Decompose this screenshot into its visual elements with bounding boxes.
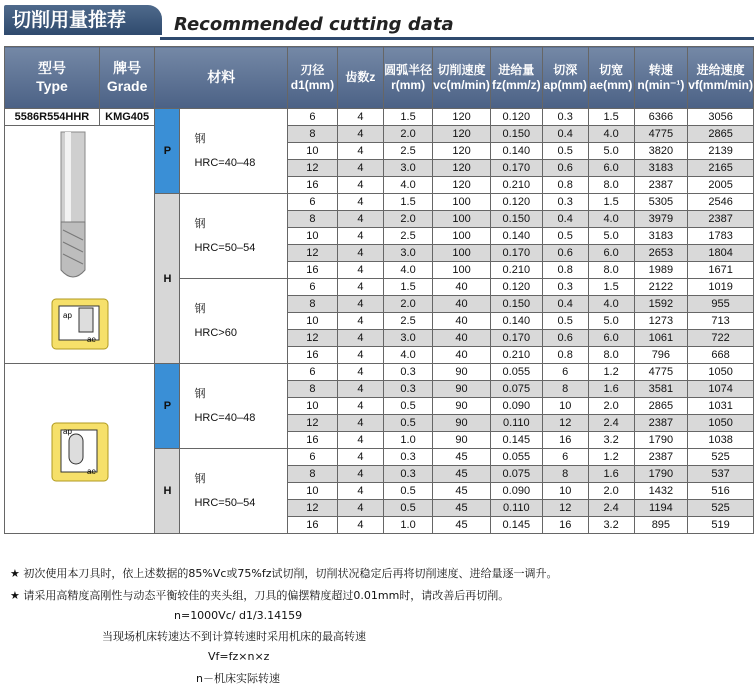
table-cell: 2.4 — [588, 500, 634, 517]
table-cell: 4 — [337, 364, 383, 381]
table-cell: 2653 — [634, 245, 688, 262]
table-cell: 0.3 — [542, 194, 588, 211]
table-cell: 0.3 — [383, 466, 432, 483]
table-cell: 6.0 — [588, 330, 634, 347]
table-cell: 2.0 — [588, 398, 634, 415]
header-vf: 进给速度 vf(mm/min) — [688, 47, 754, 109]
material-class-p: P — [155, 364, 180, 449]
table-cell: 0.145 — [490, 517, 542, 534]
note-2: ★ 请采用高精度高刚性与动态平衡较佳的夹头组，刀具的偏摆精度超过0.01mm时，请改善后再切削。 — [10, 589, 510, 602]
header-fz: 进给量 fz(mm/z) — [490, 47, 542, 109]
table-cell: 3183 — [634, 160, 688, 177]
table-cell: 1.2 — [588, 449, 634, 466]
table-cell: 120 — [433, 109, 491, 126]
table-cell: 12 — [288, 415, 338, 432]
table-cell: 12 — [288, 160, 338, 177]
table-cell: 2165 — [688, 160, 754, 177]
table-cell: 8 — [288, 296, 338, 313]
table-cell: 12 — [288, 245, 338, 262]
table-cell: 1.5 — [383, 279, 432, 296]
table-cell: 1671 — [688, 262, 754, 279]
table-cell: 6 — [288, 194, 338, 211]
table-cell: 6.0 — [588, 160, 634, 177]
table-cell: 90 — [433, 364, 491, 381]
table-cell: 955 — [688, 296, 754, 313]
table-cell: 2.5 — [383, 143, 432, 160]
table-cell: 120 — [433, 160, 491, 177]
table-cell: 100 — [433, 245, 491, 262]
material-cell — [180, 279, 288, 364]
material-hardness: HRC=40–48 — [194, 412, 256, 424]
note-4: n－机床实际转速 — [196, 672, 280, 685]
table-cell: 8.0 — [588, 347, 634, 364]
table-cell: 8.0 — [588, 262, 634, 279]
table-cell: 4775 — [634, 364, 688, 381]
table-cell: 0.145 — [490, 432, 542, 449]
table-cell: 16 — [288, 347, 338, 364]
section-header — [0, 0, 754, 40]
table-cell: 1050 — [688, 415, 754, 432]
table-cell: 0.120 — [490, 279, 542, 296]
material-class-h: H — [155, 449, 180, 534]
table-cell: 1989 — [634, 262, 688, 279]
table-cell: 0.8 — [542, 177, 588, 194]
table-cell: 0.8 — [542, 347, 588, 364]
table-cell: 4.0 — [588, 126, 634, 143]
table-cell: 3056 — [688, 109, 754, 126]
table-cell: 2387 — [634, 449, 688, 466]
table-cell: 0.090 — [490, 398, 542, 415]
table-cell: 0.120 — [490, 109, 542, 126]
table-cell: 1.6 — [588, 381, 634, 398]
material-cell — [180, 449, 288, 534]
table-cell: 0.3 — [383, 381, 432, 398]
table-cell: 537 — [688, 466, 754, 483]
tool-image — [47, 130, 107, 285]
table-cell: 4 — [337, 211, 383, 228]
table-cell: 120 — [433, 177, 491, 194]
table-cell: 0.090 — [490, 483, 542, 500]
header-ap: 切深 ap(mm) — [542, 47, 588, 109]
table-cell: 713 — [688, 313, 754, 330]
table-cell: 4 — [337, 194, 383, 211]
table-cell: 12 — [542, 500, 588, 517]
table-row — [5, 364, 754, 381]
material-cell — [180, 109, 288, 194]
table-cell: 16 — [542, 517, 588, 534]
table-cell: 1061 — [634, 330, 688, 347]
table-cell: 0.210 — [490, 262, 542, 279]
table-cell: 4.0 — [383, 177, 432, 194]
cutting-data-table — [4, 46, 754, 534]
table-cell: 1432 — [634, 483, 688, 500]
table-cell: 516 — [688, 483, 754, 500]
table-cell: 1038 — [688, 432, 754, 449]
table-cell: 90 — [433, 415, 491, 432]
table-cell: 1074 — [688, 381, 754, 398]
table-cell: 4 — [337, 109, 383, 126]
table-cell: 10 — [288, 398, 338, 415]
table-cell: 6 — [542, 449, 588, 466]
header-r: 圆弧半径 r(mm) — [383, 47, 432, 109]
table-cell: 1.0 — [383, 517, 432, 534]
table-cell: 0.5 — [383, 483, 432, 500]
table-cell: 0.5 — [542, 228, 588, 245]
table-cell: 0.3 — [383, 364, 432, 381]
svg-text:ae: ae — [87, 467, 96, 476]
header-d1: 刃径 d1(mm) — [288, 47, 338, 109]
table-cell: 3.2 — [588, 432, 634, 449]
table-cell: 100 — [433, 228, 491, 245]
header-material: 材料 — [155, 47, 288, 109]
table-cell: 2.0 — [588, 483, 634, 500]
table-cell: 2.4 — [588, 415, 634, 432]
table-cell: 4 — [337, 432, 383, 449]
table-cell: 0.4 — [542, 296, 588, 313]
table-cell: 45 — [433, 466, 491, 483]
material-type: 钢 — [194, 387, 206, 400]
table-cell: 8 — [288, 126, 338, 143]
table-cell: 100 — [433, 211, 491, 228]
table-cell: 120 — [433, 126, 491, 143]
table-cell: 5.0 — [588, 313, 634, 330]
table-cell: 4 — [337, 143, 383, 160]
table-cell: 4.0 — [588, 211, 634, 228]
table-cell: 1.5 — [383, 194, 432, 211]
formula-vf: Vf=fz×n×z — [208, 650, 270, 663]
table-cell: 0.3 — [383, 449, 432, 466]
table-cell: 100 — [433, 194, 491, 211]
table-cell: 0.5 — [383, 500, 432, 517]
table-cell: 2.0 — [383, 296, 432, 313]
table-cell: 0.6 — [542, 330, 588, 347]
material-cell — [180, 194, 288, 279]
table-cell: 3979 — [634, 211, 688, 228]
table-cell: 0.6 — [542, 160, 588, 177]
table-cell: 10 — [288, 228, 338, 245]
table-cell: 8 — [288, 466, 338, 483]
table-cell: 0.075 — [490, 381, 542, 398]
table-cell: 525 — [688, 500, 754, 517]
table-cell: 0.170 — [490, 245, 542, 262]
table-cell: 8 — [542, 466, 588, 483]
table-cell: 4 — [337, 245, 383, 262]
table-cell: 16 — [288, 262, 338, 279]
cutting-mode-icon-2 — [51, 422, 109, 487]
table-cell: 0.140 — [490, 143, 542, 160]
table-cell: 4 — [337, 500, 383, 517]
table-cell: 45 — [433, 483, 491, 500]
table-cell: 6 — [288, 449, 338, 466]
table-cell: 3.0 — [383, 330, 432, 347]
table-cell: 0.110 — [490, 500, 542, 517]
table-cell: 45 — [433, 500, 491, 517]
material-hardness: HRC=50–54 — [194, 497, 256, 509]
table-cell: 4 — [337, 330, 383, 347]
table-cell: 0.120 — [490, 194, 542, 211]
table-cell: 4.0 — [383, 262, 432, 279]
table-cell: 2.5 — [383, 228, 432, 245]
table-cell: 0.140 — [490, 313, 542, 330]
note-1: ★ 初次使用本刀具时，依上述数据的85%Vc或75%fz试切削，切削状况稳定后再将切削速度、进给量逐一调升。 — [10, 567, 558, 580]
table-cell: 4 — [337, 483, 383, 500]
material-hardness: HRC>60 — [194, 327, 237, 339]
table-cell: 0.150 — [490, 126, 542, 143]
table-cell: 1050 — [688, 364, 754, 381]
table-cell: 0.4 — [542, 211, 588, 228]
table-cell: 1804 — [688, 245, 754, 262]
svg-text:ap: ap — [63, 311, 72, 320]
table-cell: 16 — [542, 432, 588, 449]
table-cell: 0.150 — [490, 296, 542, 313]
table-cell: 40 — [433, 279, 491, 296]
cutting-mode-icon — [51, 298, 109, 355]
table-cell: 6 — [288, 279, 338, 296]
table-cell: 10 — [288, 313, 338, 330]
svg-text:ap: ap — [63, 427, 72, 436]
material-class-p: P — [155, 109, 180, 194]
table-cell: 4.0 — [588, 296, 634, 313]
table-cell: 1.5 — [588, 194, 634, 211]
table-cell: 1019 — [688, 279, 754, 296]
table-cell: 16 — [288, 177, 338, 194]
table-cell: 1031 — [688, 398, 754, 415]
table-cell: 525 — [688, 449, 754, 466]
header-row — [5, 47, 754, 109]
title-chinese: 切削用量推荐 — [4, 5, 162, 35]
table-cell: 0.210 — [490, 347, 542, 364]
table-cell: 45 — [433, 449, 491, 466]
table-cell: 1790 — [634, 432, 688, 449]
table-cell: 16 — [288, 432, 338, 449]
material-cell — [180, 364, 288, 449]
table-cell: 90 — [433, 398, 491, 415]
table-cell: 5.0 — [588, 228, 634, 245]
table-cell: 0.170 — [490, 330, 542, 347]
tool-image-cell-2 — [5, 364, 155, 534]
header-grade: 牌号 Grade — [99, 47, 154, 109]
material-hardness: HRC=50–54 — [194, 242, 256, 254]
title-underline — [160, 37, 754, 40]
table-cell: 3820 — [634, 143, 688, 160]
table-cell: 4 — [337, 313, 383, 330]
table-cell: 0.150 — [490, 211, 542, 228]
table-cell: 12 — [542, 415, 588, 432]
table-cell: 0.5 — [542, 313, 588, 330]
table-cell: 6 — [288, 109, 338, 126]
table-cell: 4 — [337, 398, 383, 415]
table-cell: 1.6 — [588, 466, 634, 483]
title-english: Recommended cutting data — [174, 14, 454, 35]
table-cell: 1.2 — [588, 364, 634, 381]
table-cell: 40 — [433, 313, 491, 330]
table-cell: 0.5 — [383, 398, 432, 415]
header-n: 转速 n(min⁻¹) — [634, 47, 688, 109]
table-cell: 2546 — [688, 194, 754, 211]
table-cell: 1.5 — [588, 279, 634, 296]
table-cell: 668 — [688, 347, 754, 364]
table-cell: 12 — [288, 330, 338, 347]
type-code: 5586R554HHR — [5, 109, 100, 126]
material-class-h: H — [155, 194, 180, 364]
table-cell: 10 — [542, 483, 588, 500]
table-cell: 6 — [542, 364, 588, 381]
table-row — [5, 109, 754, 126]
header-z: 齿数z — [337, 47, 383, 109]
table-cell: 1783 — [688, 228, 754, 245]
table-cell: 10 — [288, 483, 338, 500]
table-cell: 1.5 — [383, 109, 432, 126]
table-cell: 40 — [433, 347, 491, 364]
note-3: 当现场机床转速达不到计算转速时采用机床的最高转速 — [102, 630, 366, 643]
table-cell: 3581 — [634, 381, 688, 398]
material-type: 钢 — [194, 302, 206, 315]
header-vc: 切削速度 vc(m/min) — [433, 47, 491, 109]
table-cell: 2.5 — [383, 313, 432, 330]
table-cell: 100 — [433, 262, 491, 279]
table-cell: 8.0 — [588, 177, 634, 194]
table-cell: 12 — [288, 500, 338, 517]
table-cell: 10 — [542, 398, 588, 415]
table-cell: 5305 — [634, 194, 688, 211]
svg-text:ae: ae — [87, 335, 96, 344]
table-row — [5, 126, 754, 143]
table-cell: 6.0 — [588, 245, 634, 262]
table-cell: 4 — [337, 415, 383, 432]
material-type: 钢 — [194, 472, 206, 485]
table-cell: 4 — [337, 279, 383, 296]
table-cell: 3.0 — [383, 245, 432, 262]
table-cell: 3183 — [634, 228, 688, 245]
header-type: 型号 Type — [5, 47, 100, 109]
table-cell: 1.5 — [588, 109, 634, 126]
table-cell: 8 — [288, 381, 338, 398]
table-cell: 0.075 — [490, 466, 542, 483]
table-cell: 0.140 — [490, 228, 542, 245]
table-cell: 4 — [337, 347, 383, 364]
table-cell: 3.0 — [383, 160, 432, 177]
table-cell: 1194 — [634, 500, 688, 517]
table-cell: 4775 — [634, 126, 688, 143]
formula-n: n=1000Vc/ d1/3.14159 — [174, 609, 303, 622]
table-cell: 2005 — [688, 177, 754, 194]
table-cell: 120 — [433, 143, 491, 160]
table-cell: 0.5 — [383, 415, 432, 432]
table-cell: 1592 — [634, 296, 688, 313]
table-cell: 2865 — [634, 398, 688, 415]
grade-code: KMG405 — [99, 109, 154, 126]
table-cell: 0.055 — [490, 364, 542, 381]
table-cell: 4 — [337, 160, 383, 177]
table-cell: 6 — [288, 364, 338, 381]
table-cell: 0.8 — [542, 262, 588, 279]
table-cell: 4 — [337, 466, 383, 483]
table-cell: 0.6 — [542, 245, 588, 262]
table-cell: 5.0 — [588, 143, 634, 160]
table-cell: 4 — [337, 262, 383, 279]
table-cell: 90 — [433, 381, 491, 398]
table-cell: 10 — [288, 143, 338, 160]
table-cell: 3.2 — [588, 517, 634, 534]
table-cell: 4 — [337, 228, 383, 245]
table-cell: 4 — [337, 126, 383, 143]
table-cell: 16 — [288, 517, 338, 534]
table-cell: 4 — [337, 449, 383, 466]
table-cell: 4 — [337, 381, 383, 398]
table-cell: 1790 — [634, 466, 688, 483]
table-cell: 4 — [337, 177, 383, 194]
table-cell: 2387 — [688, 211, 754, 228]
material-type: 钢 — [194, 217, 206, 230]
table-cell: 0.210 — [490, 177, 542, 194]
table-cell: 90 — [433, 432, 491, 449]
table-cell: 895 — [634, 517, 688, 534]
table-cell: 722 — [688, 330, 754, 347]
table-cell: 45 — [433, 517, 491, 534]
table-cell: 2.0 — [383, 211, 432, 228]
table-cell: 40 — [433, 330, 491, 347]
table-cell: 0.055 — [490, 449, 542, 466]
table-cell: 0.3 — [542, 279, 588, 296]
table-cell: 796 — [634, 347, 688, 364]
table-cell: 2139 — [688, 143, 754, 160]
table-cell: 2865 — [688, 126, 754, 143]
table-cell: 1.0 — [383, 432, 432, 449]
material-type: 钢 — [194, 132, 206, 145]
table-cell: 0.3 — [542, 109, 588, 126]
table-cell: 4 — [337, 517, 383, 534]
material-hardness: HRC=40–48 — [194, 157, 256, 169]
table-cell: 8 — [542, 381, 588, 398]
table-cell: 8 — [288, 211, 338, 228]
table-cell: 0.4 — [542, 126, 588, 143]
table-cell: 4.0 — [383, 347, 432, 364]
tool-image-cell — [5, 126, 155, 364]
table-cell: 2.0 — [383, 126, 432, 143]
header-ae: 切宽 ae(mm) — [588, 47, 634, 109]
table-cell: 4 — [337, 296, 383, 313]
table-cell: 2387 — [634, 415, 688, 432]
table-cell: 2387 — [634, 177, 688, 194]
table-cell: 40 — [433, 296, 491, 313]
table-cell: 1273 — [634, 313, 688, 330]
table-cell: 519 — [688, 517, 754, 534]
table-cell: 6366 — [634, 109, 688, 126]
table-cell: 0.5 — [542, 143, 588, 160]
table-cell: 0.110 — [490, 415, 542, 432]
table-cell: 2122 — [634, 279, 688, 296]
table-cell: 0.170 — [490, 160, 542, 177]
